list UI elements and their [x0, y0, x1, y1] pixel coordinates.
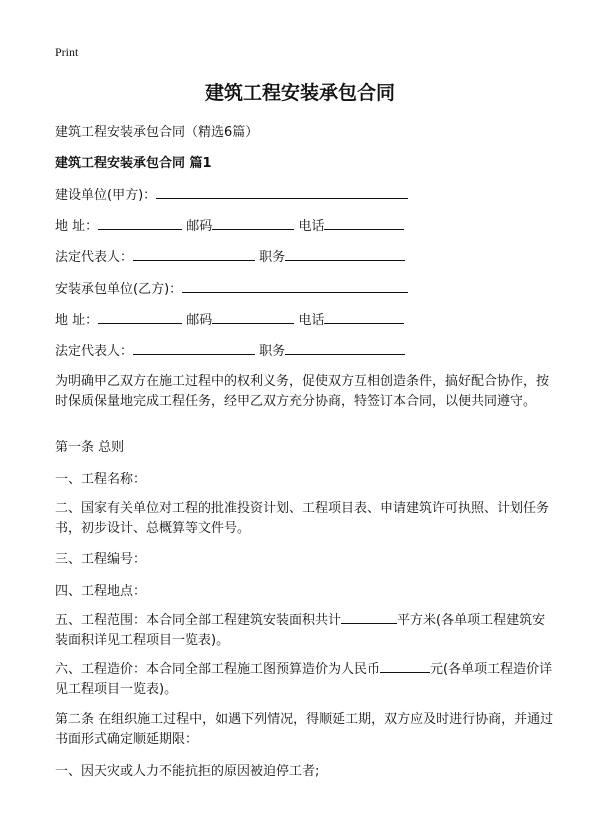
article-2: 第二条 在组织施工过程中，如遇下列情况，得顺延工期，双方应及时进行协商，并通过书面形式确定顺延期限： — [55, 712, 554, 747]
item-5-area-blank[interactable] — [341, 622, 397, 624]
intro-paragraph: 为明确甲乙双方在施工过程中的权利义务，促使双方互相创造条件，搞好配合协作，按时保质保量地完成工程任务，经甲乙双方充分协商，特签订本合同，以便共同遵守。 — [55, 374, 550, 409]
party-a-unit-row — [55, 184, 408, 203]
article-1-title: 第一条 总则 — [55, 440, 125, 455]
party-b-rep-blank[interactable] — [133, 353, 255, 355]
party-b-phone-label: 电话 — [298, 313, 325, 328]
party-b-rep-label: 法定代表人： — [55, 344, 134, 359]
party-b-address-label: 地 址： — [55, 313, 99, 328]
party-b-unit-row — [55, 278, 408, 297]
party-a-postcode-blank[interactable] — [212, 228, 294, 230]
item-1: 一、工程名称： — [55, 472, 147, 487]
party-a-phone-blank[interactable] — [324, 228, 404, 230]
party-a-rep-blank[interactable] — [133, 259, 255, 261]
party-a-rep-label: 法定代表人： — [55, 250, 134, 265]
party-a-address-blank[interactable] — [98, 228, 182, 230]
item-2: 二、国家有关单位对工程的批准投资计划、工程项目表、申请建筑许可执照、计划任务书，初步设计、总概算等文件号。 — [55, 501, 550, 536]
party-b-unit-blank[interactable] — [182, 291, 408, 293]
party-b-position-label: 职务 — [259, 344, 286, 359]
party-a-address-label: 地 址： — [55, 219, 99, 234]
party-b-postcode-label: 邮码 — [186, 313, 213, 328]
item-6-text-a: 六、工程造价：本合同全部工程施工图预算造价为人民币 — [55, 662, 381, 677]
party-a-phone-label: 电话 — [298, 219, 325, 234]
party-a-unit-blank[interactable] — [156, 197, 408, 199]
print-label[interactable]: Print — [55, 45, 79, 59]
party-b-postcode-blank[interactable] — [212, 322, 294, 324]
party-b-address-blank[interactable] — [98, 322, 182, 324]
party-b-position-blank[interactable] — [285, 353, 405, 355]
item-5-text-a: 五、工程范围：本合同全部工程建筑安装面积共计 — [55, 613, 342, 628]
item-4: 四、工程地点： — [55, 584, 147, 599]
item-6-amount-blank[interactable] — [380, 671, 430, 673]
item-5 — [55, 611, 555, 651]
item-6 — [55, 660, 555, 700]
section-heading: 建筑工程安装承包合同 篇1 — [55, 156, 212, 171]
party-a-unit-label: 建设单位(甲方)： — [55, 188, 157, 203]
party-b-unit-label: 安装承包单位(乙方)： — [55, 282, 183, 297]
party-a-address-row — [55, 215, 404, 234]
party-a-position-blank[interactable] — [285, 259, 405, 261]
document-subtitle: 建筑工程安装承包合同（精选6篇） — [55, 125, 259, 140]
party-b-address-row — [55, 309, 404, 328]
party-a-postcode-label: 邮码 — [186, 219, 213, 234]
party-a-rep-row — [55, 246, 405, 265]
article-2-item-1: 一、因天灾或人力不能抗拒的原因被迫停工者; — [55, 764, 320, 779]
item-6-text-b: 元(各单项工程造价详见工程项目一览表)。 — [55, 662, 553, 697]
party-b-phone-blank[interactable] — [324, 322, 404, 324]
party-a-position-label: 职务 — [259, 250, 286, 265]
item-5-text-b: 平方米(各单项工程建筑安装面积详见工程项目一览表)。 — [55, 613, 546, 648]
document-title: 建筑工程安装承包合同 — [204, 82, 395, 104]
party-b-rep-row — [55, 340, 405, 359]
item-3: 三、工程编号： — [55, 552, 147, 567]
